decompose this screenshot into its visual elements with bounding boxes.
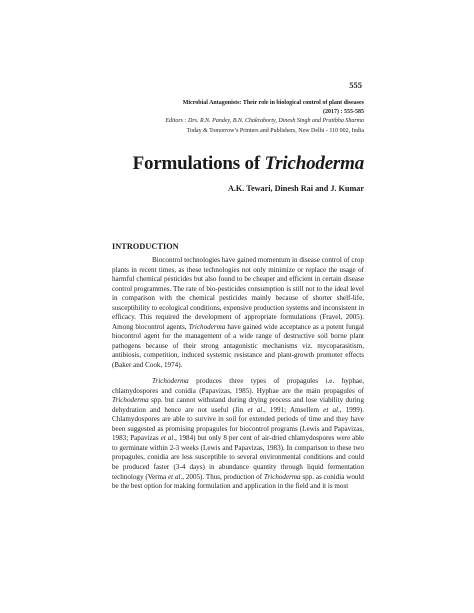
paragraph (112, 377, 364, 492)
editors-line: Editors : Drs. R.N. Pandey, B.N. Chakraborty, Dinesh Singh and Pratibha Sharma (165, 118, 364, 125)
text-run: ., 1991; Amsellem (262, 405, 324, 414)
text-run: have gained wide acceptance as a potent fungal biocontrol agent for the management of a wide range of destructive soil borne plant pathogens because of their strong antagonistic mechanisms viz. mycoparasitism, antibiosis, competition, induced systemic resistance and plant-growth promoter effects (Baker and Cook, 1974). (112, 322, 365, 370)
italic-run: Trichoderma (263, 472, 301, 481)
section-heading: INTRODUCTION (112, 242, 179, 251)
italic-run: et al (168, 472, 181, 481)
text-run: spp. but cannot withstand during drying process and lose viability during dehydration and hence are not useful (Jin (112, 396, 364, 414)
page-number: 555 (349, 80, 362, 90)
italic-run: et al (323, 405, 338, 414)
book-year-pages: (2017) : 555-585 (323, 109, 364, 116)
chapter-header (112, 99, 364, 136)
italic-run: et al (160, 434, 174, 443)
text-run: Biocontrol technologies have gained momentum in disease control of crop plants in recent times, as these technologies not only minimize or replace the usage of harmful chemical pesticides but also found to be cheaper and efficient in certain disease control programmes. The rate of bio-pesticides consumption is still not to the ideal level in comparison with the chemical pesticides mainly because of shorter shelf-life, susceptibility to ecological conditions, expensive production systems and inconsistent in efficacy. This required the development of appropriate formulations (Fravel, 2005). Among biocontrol agents, (112, 256, 364, 331)
chapter-title (112, 153, 364, 175)
title-italic: Trichoderma (264, 153, 364, 174)
book-title-line: Microbial Antagonists: Their role in biological control of plant diseases (182, 100, 364, 106)
publisher-line: Today & Tomorrow’s Printers and Publishers, New Delhi - 110 002, India (186, 127, 364, 134)
text-run: ., 1999). Chlamydospores are able to survive in soil for extended periods of time and they have been suggested as promising propagules for biocontrol programs (Lewis and Papavizas, 1983; Papavizas (112, 405, 364, 443)
italic-run: Trichoderma (188, 322, 226, 331)
text-run: ., 1984) but only 8 per cent of air-dried chlamydospores were able to germinate within 2-3 weeks (Lewis and Papavizas, 1983). In comparison to these two propagules, conidia are less susceptible to several environmental conditions and could be produced faster (3-4 days) in abundance quantity through liquid fermentation technology (Verma (112, 434, 364, 481)
text-run: produces three types of propagules i.e. hyphae, chlamydospores and conidia (Papavizas, 1985). Hyphae are the main propagules of (112, 377, 364, 395)
text-run: spp. as conidia would be the best option for making formulation and application in the field and it is most (112, 472, 364, 491)
body-text (112, 256, 364, 498)
authors: A.K. Tewari, Dinesh Rai and J. Kumar (227, 184, 364, 193)
paragraph (112, 256, 364, 371)
text-run: ., 2005). Thus, production of (180, 472, 264, 481)
italic-run: Trichoderma (112, 396, 149, 405)
italic-run: Trichoderma (152, 377, 189, 386)
italic-run: et al (247, 405, 263, 414)
title-plain: Formulations of (132, 153, 265, 174)
